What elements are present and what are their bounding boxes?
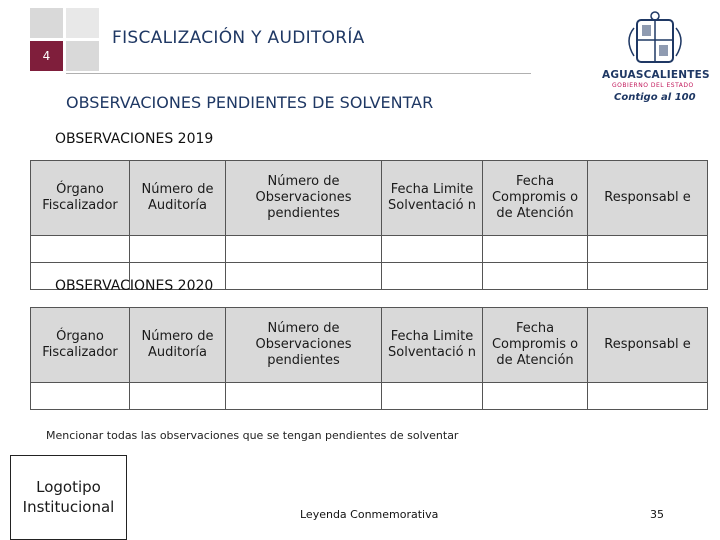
page-number: 35	[650, 508, 664, 521]
table-cell[interactable]	[588, 383, 708, 410]
table-cell[interactable]	[130, 236, 226, 263]
table-cell[interactable]	[382, 383, 483, 410]
logo-placeholder-label: Logotipo Institucional	[22, 478, 115, 516]
column-header-observaciones: Número de Observaciones pendientes	[226, 308, 382, 383]
table-cell[interactable]	[130, 383, 226, 410]
observations-table-2020	[30, 307, 708, 410]
column-header-organo: Órgano Fiscalizador	[31, 161, 130, 236]
decor-square-2	[66, 8, 99, 38]
brand-name: AGUASCALIENTES	[602, 69, 710, 81]
column-header-auditoria: Número de Auditoría	[130, 161, 226, 236]
column-header-responsable: Responsabl e	[588, 161, 708, 236]
coat-of-arms-icon	[612, 10, 697, 70]
page-title: FISCALIZACIÓN Y AUDITORÍA	[112, 28, 365, 48]
column-header-fecha-limite: Fecha Limite Solventació n	[382, 161, 483, 236]
column-header-fecha-compromiso: Fecha Compromis o de Atención	[483, 308, 588, 383]
column-header-observaciones: Número de Observaciones pendientes	[226, 161, 382, 236]
brand-subname: GOBIERNO DEL ESTADO	[612, 82, 694, 89]
column-header-fecha-limite: Fecha Limite Solventació n	[382, 308, 483, 383]
slide-number-badge	[30, 41, 63, 71]
column-header-fecha-compromiso: Fecha Compromis o de Atención	[483, 161, 588, 236]
page-subtitle: OBSERVACIONES PENDIENTES DE SOLVENTAR	[66, 93, 434, 112]
column-header-organo: Órgano Fiscalizador	[31, 308, 130, 383]
decor-square-3	[66, 41, 99, 71]
table-cell[interactable]	[226, 263, 382, 290]
slide-number: 4	[42, 49, 51, 63]
table-cell[interactable]	[31, 236, 130, 263]
table-cell[interactable]	[483, 236, 588, 263]
table-cell[interactable]	[382, 263, 483, 290]
table-cell[interactable]	[31, 383, 130, 410]
section-title-2020: OBSERVACIONES 2020	[55, 278, 214, 294]
table-cell[interactable]	[483, 263, 588, 290]
table-cell[interactable]	[226, 236, 382, 263]
table-cell[interactable]	[226, 383, 382, 410]
instruction-note: Mencionar todas las observaciones que se tengan pendientes de solventar	[46, 429, 459, 442]
table-row	[31, 383, 708, 410]
column-header-auditoria: Número de Auditoría	[130, 308, 226, 383]
section-title-2019: OBSERVACIONES 2019	[55, 131, 214, 147]
table-cell[interactable]	[382, 236, 483, 263]
logo-placeholder	[10, 455, 127, 540]
table-cell[interactable]	[588, 236, 708, 263]
column-header-responsable: Responsabl e	[588, 308, 708, 383]
footer-legend: Leyenda Conmemorativa	[300, 508, 439, 521]
table-row	[31, 236, 708, 263]
brand-slogan: Contigo al 100	[614, 92, 696, 103]
header-divider	[66, 73, 531, 74]
table-header-row	[31, 161, 708, 236]
decor-square-1	[30, 8, 63, 38]
table-header-row	[31, 308, 708, 383]
observations-table-2019	[30, 160, 708, 290]
table-cell[interactable]	[588, 263, 708, 290]
table-cell[interactable]	[483, 383, 588, 410]
